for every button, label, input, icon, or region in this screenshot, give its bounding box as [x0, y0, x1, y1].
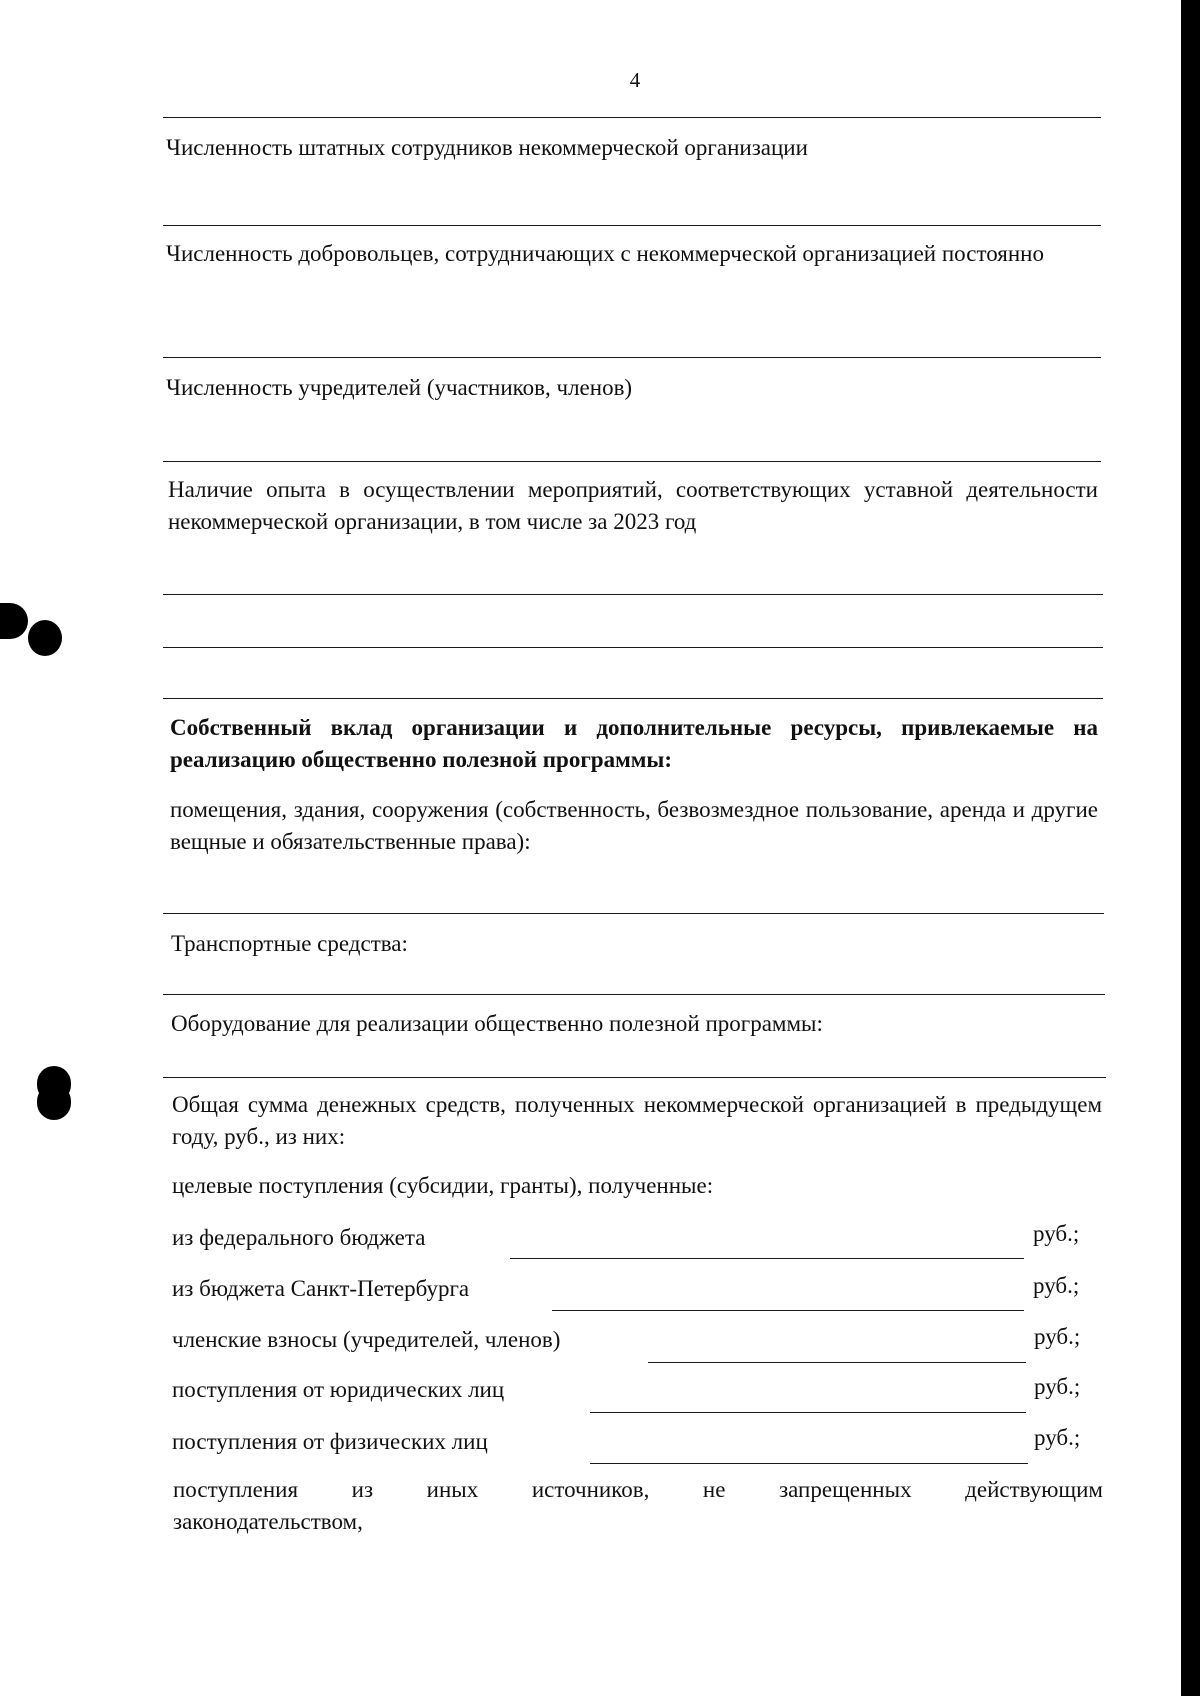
fund-amount-field[interactable]	[510, 1258, 1024, 1259]
premises-label: помещения, здания, сооружения (собственность, безвозмездное пользование, аренда и другие вещные и обязательственные права):	[170, 797, 1098, 854]
divider-line	[163, 225, 1101, 226]
fund-amount-field[interactable]	[552, 1310, 1024, 1311]
fund-row-label: поступления от юридических лиц	[172, 1377, 505, 1402]
fund-amount-field[interactable]	[648, 1362, 1026, 1363]
punch-hole-mark	[37, 1084, 71, 1120]
answer-line	[163, 913, 1104, 914]
punch-hole-mark	[0, 603, 28, 639]
fund-unit: руб.;	[1034, 1425, 1081, 1450]
divider-line	[163, 117, 1101, 118]
divider-line	[163, 461, 1101, 462]
targeted-receipts-label: целевые поступления (субсидии, гранты), полученные:	[172, 1173, 714, 1198]
fund-unit: руб.;	[1034, 1324, 1081, 1349]
fund-row-label: членские взносы (учредителей, членов)	[172, 1327, 561, 1352]
answer-line	[163, 994, 1105, 995]
volunteers-count-label: Численность добровольцев, сотрудничающих с некоммерческой организацией постоянно	[166, 241, 1044, 266]
fund-amount-field[interactable]	[590, 1412, 1026, 1413]
fund-row-label: поступления от физических лиц	[172, 1429, 488, 1454]
other-sources-line-2: законодательством,	[173, 1509, 363, 1534]
answer-line	[163, 647, 1103, 648]
staff-count-label: Численность штатных сотрудников некоммерческой организации	[166, 135, 808, 160]
fund-amount-field[interactable]	[590, 1463, 1028, 1464]
fund-row-label: из бюджета Санкт-Петербурга	[172, 1276, 470, 1301]
vehicles-label: Транспортные средства:	[171, 931, 408, 956]
fund-row-label: из федерального бюджета	[172, 1225, 426, 1250]
equipment-label: Оборудование для реализации общественно полезной программы:	[171, 1011, 823, 1036]
fund-unit: руб.;	[1033, 1221, 1080, 1246]
founders-count-label: Численность учредителей (участников, членов)	[166, 375, 633, 400]
fund-unit: руб.;	[1033, 1273, 1080, 1298]
answer-line	[163, 1077, 1106, 1078]
fund-unit: руб.;	[1034, 1374, 1081, 1399]
scan-page-edge	[1181, 0, 1200, 1696]
total-funds-label: Общая сумма денежных средств, полученных некоммерческой организацией в предыдущем году, руб., из них:	[172, 1092, 1102, 1149]
page-number: 4	[629, 68, 641, 92]
other-sources-line-1: поступления из иных источников, не запрещенных действующим	[173, 1477, 1103, 1502]
answer-line	[163, 698, 1103, 699]
experience-label: Наличие опыта в осуществлении мероприятий, соответствующих уставной деятельности некоммерческой организации, в том числе за 2023 год	[168, 477, 1098, 534]
own-contribution-heading: Собственный вклад организации и дополнительные ресурсы, привлекаемые на реализацию общественно полезной программы:	[170, 715, 1098, 772]
divider-line	[163, 357, 1101, 358]
punch-hole-mark	[28, 620, 62, 656]
answer-line	[163, 594, 1103, 595]
